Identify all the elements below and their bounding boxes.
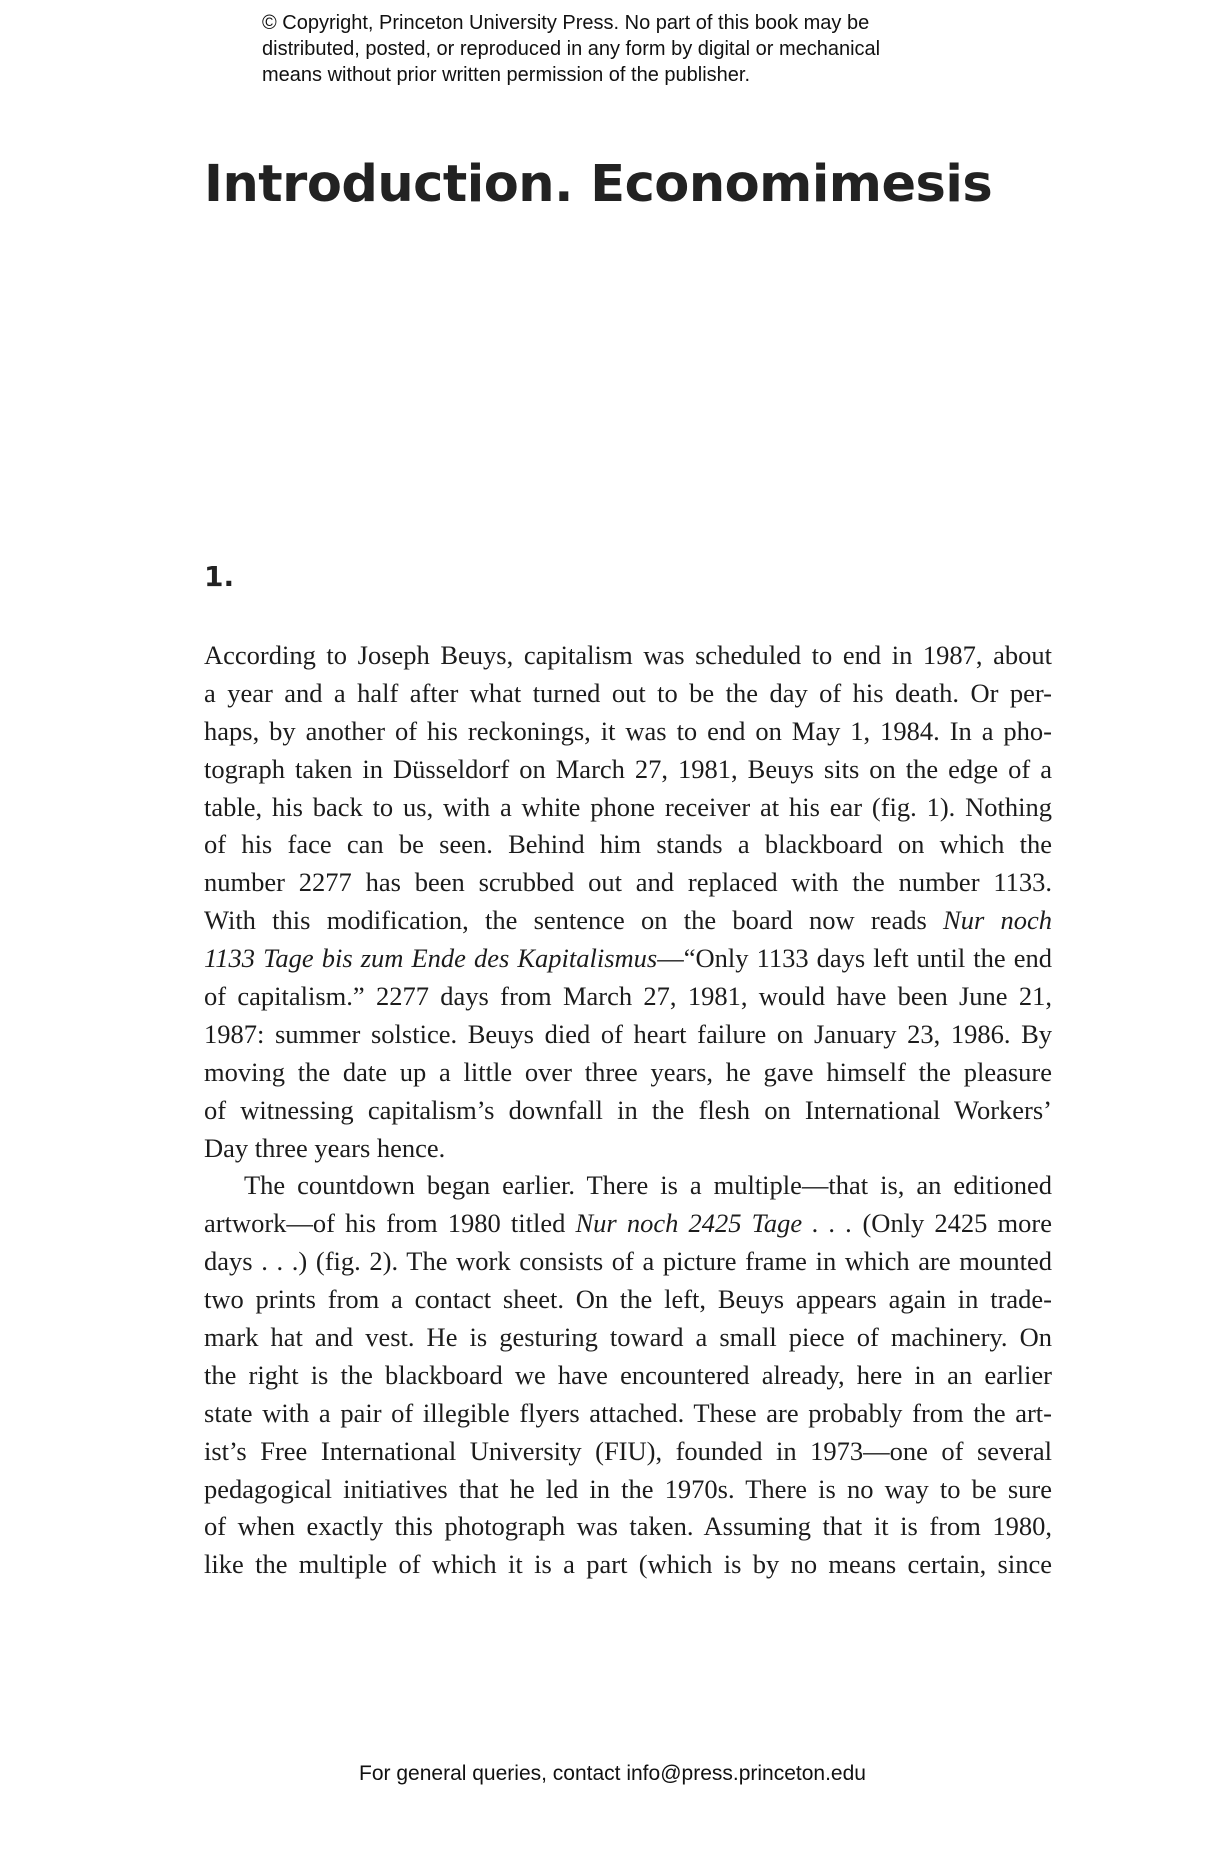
text-line: 1987: summer solstice. Beuys died of heart failure on January 23, 1986. By (204, 1018, 1052, 1049)
copyright-line: means without prior written permission of the publisher. (262, 64, 751, 86)
copyright-line: © Copyright, Princeton University Press. No part of this book may be (262, 12, 870, 34)
text-line: of witnessing capitalism’s downfall in the flesh on International Workers’ (204, 1094, 1052, 1125)
text-line: of capitalism.” 2277 days from March 27, 1981, would have been June 21, (204, 981, 1052, 1012)
text-line: The countdown began earlier. There is a multiple—that is, an editioned (244, 1170, 1052, 1201)
text-line (204, 940, 1052, 978)
text-run: (Only 2425 more (852, 1208, 1052, 1239)
text-line: table, his back to us, with a white phone receiver at his ear (fig. 1). Nothing (204, 791, 1052, 822)
text-line: moving the date up a little over three years, he gave himself the pleasure (204, 1056, 1052, 1087)
text-run: artwork—of his from 1980 titled (204, 1208, 576, 1239)
italic-title: Nur noch (943, 905, 1053, 936)
text-line: a year and a half after what turned out to be the day of his death. Or per- (204, 677, 1052, 708)
text-line: pedagogical initiatives that he led in the 1970s. There is no way to be sure (204, 1473, 1052, 1504)
text-line: days . . .) (fig. 2). The work consists of a picture frame in which are mounted (204, 1246, 1052, 1277)
text-line: mark hat and vest. He is gesturing toward a small piece of machinery. On (204, 1322, 1052, 1353)
text-line: of his face can be seen. Behind him stands a blackboard on which the (204, 829, 1052, 860)
text-line: ist’s Free International University (FIU), founded in 1973—one of several (204, 1435, 1052, 1466)
paragraph (204, 1167, 1052, 1584)
text-line: state with a pair of illegible flyers attached. These are probably from the art- (204, 1397, 1052, 1428)
text-line: of when exactly this photograph was taken. Assuming that it is from 1980, (204, 1511, 1052, 1542)
chapter-title: Introduction. Economimesis (204, 155, 993, 214)
text-line: tograph taken in Düsseldorf on March 27, 1981, Beuys sits on the edge of a (204, 753, 1052, 784)
italic-title: 1133 Tage bis zum Ende des Kapitalismus (204, 943, 658, 974)
text-line: like the multiple of which it is a part (which is by no means certain, since (204, 1549, 1052, 1580)
italic-title: Nur noch 2425 Tage . . . (575, 1208, 853, 1239)
footer-contact: For general queries, contact info@press.princeton.edu (359, 1762, 866, 1785)
text-line: two prints from a contact sheet. On the left, Beuys appears again in trade- (204, 1284, 1052, 1315)
text-line (204, 902, 1052, 940)
copyright-line: distributed, posted, or reproduced in any form by digital or mechanical (262, 38, 881, 60)
text-line (204, 1205, 1052, 1243)
text-line: the right is the blackboard we have encountered already, here in an earlier (204, 1359, 1052, 1390)
body-text (204, 637, 1052, 1584)
text-run: With this modification, the sentence on the board now reads (204, 905, 944, 936)
text-line: haps, by another of his reckonings, it was to end on May 1, 1984. In a pho- (204, 715, 1052, 746)
text-line: According to Joseph Beuys, capitalism was scheduled to end in 1987, about (204, 640, 1052, 670)
text-line: number 2277 has been scrubbed out and replaced with the number 1133. (204, 867, 1052, 898)
section-number: 1. (204, 560, 235, 593)
text-run: —“Only 1133 days left until the end (657, 943, 1052, 974)
text-line: Day three years hence. (204, 1132, 446, 1163)
paragraph (204, 637, 1052, 1167)
copyright-notice (262, 10, 962, 88)
